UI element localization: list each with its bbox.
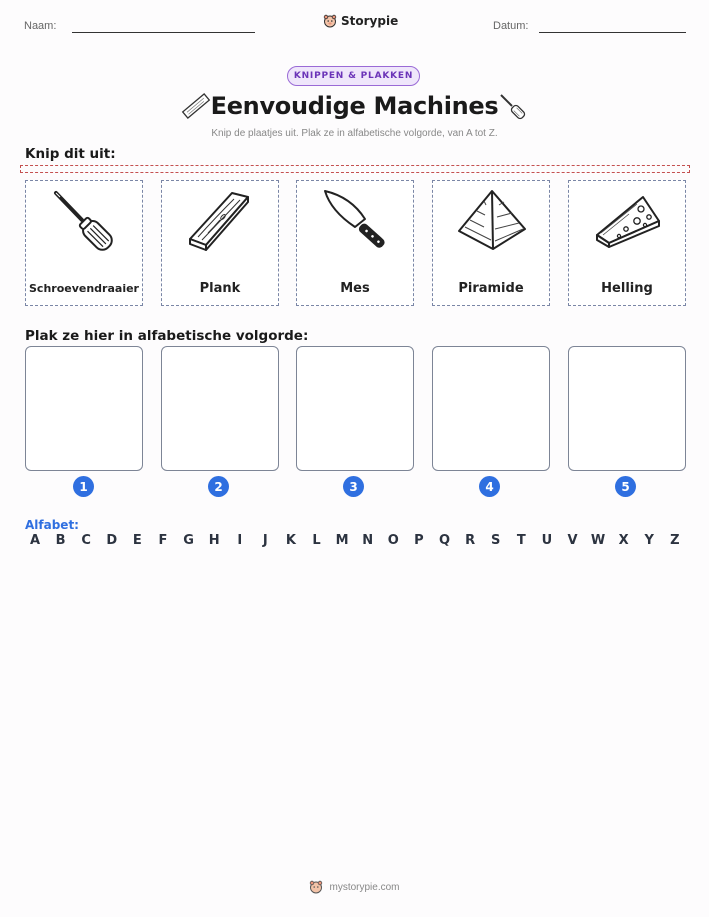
alphabet-row: [25, 533, 685, 548]
activity-badge: KNIPPEN & PLAKKEN: [287, 66, 420, 86]
paste-box-5[interactable]: [568, 346, 686, 471]
alphabet-letter: L: [312, 533, 321, 548]
alphabet-letter: G: [183, 533, 194, 548]
footer-url[interactable]: mystorypie.com: [329, 881, 400, 893]
storypie-mascot-icon: [309, 880, 323, 894]
plank-icon: [186, 187, 256, 257]
screwdriver-icon: [50, 187, 120, 257]
alphabet-letter: I: [237, 533, 243, 548]
screwdriver-deco-icon: [497, 92, 529, 122]
alphabet-letter: H: [208, 533, 220, 548]
knife-icon: [321, 187, 391, 257]
date-label: Datum:: [493, 20, 529, 32]
slot-number-1: 1: [73, 476, 94, 497]
alphabet-letter: M: [335, 533, 349, 548]
paste-box-4[interactable]: [432, 346, 550, 471]
paste-box-2[interactable]: [161, 346, 279, 471]
alphabet-heading: Alfabet:: [25, 518, 79, 532]
alphabet-letter: R: [465, 533, 476, 548]
instructions: Knip de plaatjes uit. Plak ze in alfabetische volgorde, van A tot Z.: [211, 128, 498, 139]
alphabet-letter: Q: [438, 533, 451, 548]
date-line[interactable]: [539, 32, 686, 33]
cut-card-pyramid[interactable]: [432, 180, 550, 306]
alphabet-letter: K: [285, 533, 296, 548]
cut-card-label: Helling: [601, 281, 653, 296]
paste-heading: Plak ze hier in alfabetische volgorde:: [25, 328, 309, 344]
storypie-mascot-icon: [323, 14, 337, 28]
alphabet-letter: C: [81, 533, 91, 548]
cut-card-knife[interactable]: [296, 180, 414, 306]
cut-guide-line: [20, 165, 690, 173]
alphabet-letter: F: [158, 533, 168, 548]
brand-logo: [323, 14, 398, 28]
alphabet-letter: N: [362, 533, 374, 548]
alphabet-letter: X: [618, 533, 629, 548]
cut-heading: Knip dit uit:: [25, 146, 116, 162]
name-label: Naam:: [24, 20, 57, 32]
alphabet-letter: Z: [670, 533, 680, 548]
wedge-icon: [593, 187, 663, 257]
cut-card-label: Plank: [199, 281, 241, 296]
cut-card-label: Schroevendraaier: [29, 282, 139, 295]
paste-box-1[interactable]: [25, 346, 143, 471]
alphabet-letter: D: [106, 533, 118, 548]
footer: [0, 880, 709, 894]
cut-card-wedge[interactable]: [568, 180, 686, 306]
alphabet-letter: Y: [644, 533, 654, 548]
brand-name: Storypie: [341, 14, 399, 28]
alphabet-letter: T: [516, 533, 526, 548]
alphabet-letter: E: [132, 533, 142, 548]
slot-number-4: 4: [479, 476, 500, 497]
alphabet-letter: W: [590, 533, 606, 548]
alphabet-letter: O: [387, 533, 399, 548]
cut-card-plank[interactable]: [161, 180, 279, 306]
alphabet-letter: P: [414, 533, 424, 548]
alphabet-letter: J: [262, 533, 268, 548]
cut-card-label: Piramide: [458, 281, 524, 296]
slot-number-2: 2: [208, 476, 229, 497]
alphabet-letter: A: [29, 533, 41, 548]
paste-box-3[interactable]: [296, 346, 414, 471]
cut-card-label: Mes: [340, 281, 370, 296]
cut-card-screwdriver[interactable]: [25, 180, 143, 306]
alphabet-letter: V: [567, 533, 578, 548]
slot-number-3: 3: [343, 476, 364, 497]
page-title: Eenvoudige Machines: [210, 92, 499, 120]
slot-number-5: 5: [615, 476, 636, 497]
pyramid-icon: [457, 187, 527, 257]
alphabet-letter: U: [541, 533, 553, 548]
alphabet-letter: B: [55, 533, 66, 548]
alphabet-letter: S: [491, 533, 501, 548]
name-line[interactable]: [72, 32, 255, 33]
